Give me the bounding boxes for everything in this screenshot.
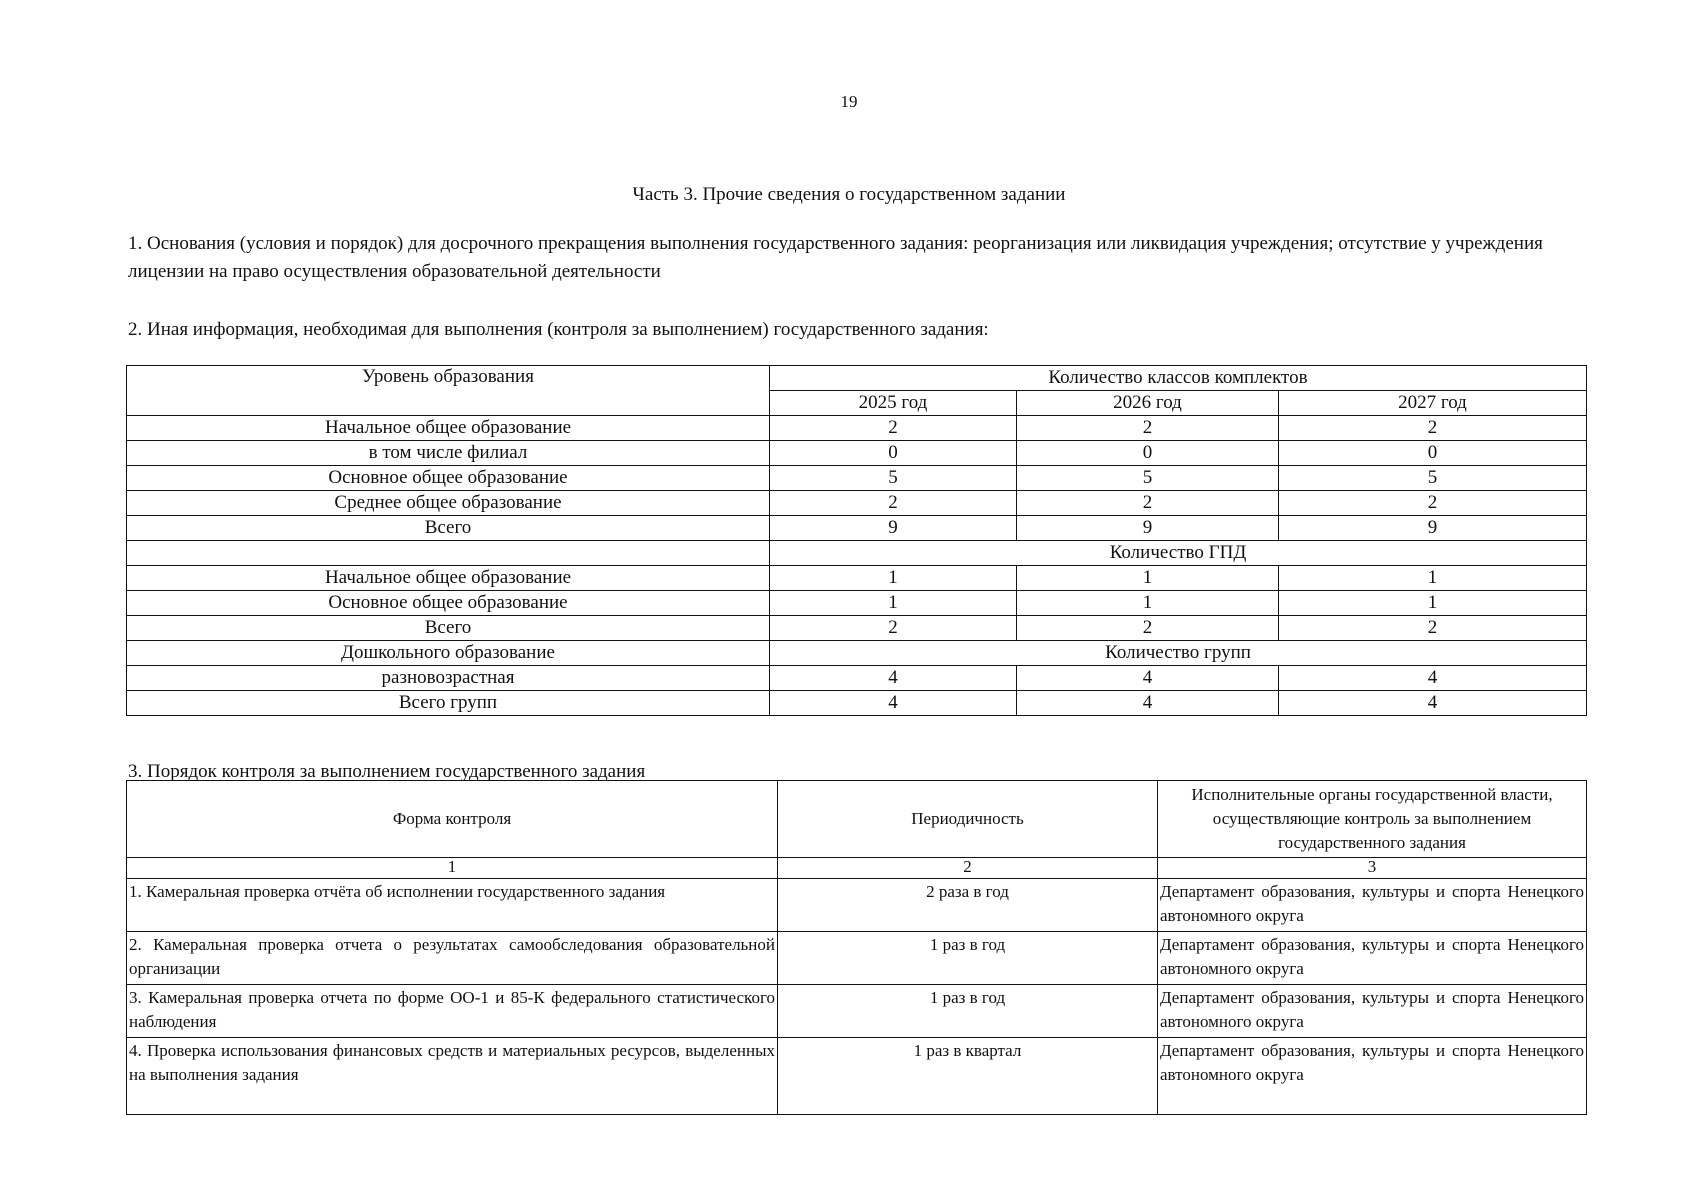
row-value: 2 [1017, 416, 1279, 441]
header-education-level: Уровень образования [127, 366, 770, 416]
row-label: в том числе филиал [127, 441, 770, 466]
control-form: 4. Проверка использования финансовых средств и материальных ресурсов, выделенных на выполнения задания [127, 1038, 778, 1115]
row-value: 9 [770, 516, 1017, 541]
header-group-count: Количество групп [770, 641, 1587, 666]
row-value: 2 [1017, 616, 1279, 641]
table-row [127, 566, 1587, 591]
column-number: 2 [778, 858, 1158, 879]
table-row [127, 666, 1587, 691]
control-body: Департамент образования, культуры и спорта Ненецкого автономного округа [1158, 1038, 1587, 1115]
row-label: Начальное общее образование [127, 566, 770, 591]
row-label: Всего групп [127, 691, 770, 716]
row-value: 0 [1279, 441, 1587, 466]
control-body: Департамент образования, культуры и спорта Ненецкого автономного округа [1158, 985, 1587, 1038]
row-value: 1 [1017, 591, 1279, 616]
paragraph-grounds: 1. Основания (условия и порядок) для досрочного прекращения выполнения государственного задания: реорганизация или ликвидация учреждения; отсутствие у учреждения лицензии на право осуществления образовательной деятельности [128, 233, 1543, 282]
row-value: 9 [1017, 516, 1279, 541]
periodicity: 2 раза в год [778, 879, 1158, 932]
header-gpd-count: Количество ГПД [770, 541, 1587, 566]
column-number: 1 [127, 858, 778, 879]
row-value: 5 [1017, 466, 1279, 491]
header-periodicity: Периодичность [778, 781, 1158, 858]
row-value: 4 [1279, 691, 1587, 716]
year-header: 2026 год [1017, 391, 1279, 416]
row-value: 4 [1017, 666, 1279, 691]
preschool-label: Дошкольного образование [127, 641, 770, 666]
paragraph-control-order: 3. Порядок контроля за выполнением государственного задания [128, 761, 646, 782]
control-form: 3. Камеральная проверка отчета по форме ОО-1 и 85-К федерального статистического наблюдения [127, 985, 778, 1038]
row-value: 5 [770, 466, 1017, 491]
periodicity: 1 раз в квартал [778, 1038, 1158, 1115]
row-value: 5 [1279, 466, 1587, 491]
header-class-count: Количество классов комплектов [770, 366, 1587, 391]
row-label: разновозрастная [127, 666, 770, 691]
row-value: 4 [1279, 666, 1587, 691]
row-value: 9 [1279, 516, 1587, 541]
page-number: 19 [840, 92, 858, 111]
row-label: Основное общее образование [127, 466, 770, 491]
column-number: 3 [1158, 858, 1587, 879]
paragraph-other-info: 2. Иная информация, необходимая для выполнения (контроля за выполнением) государственного задания: [128, 319, 989, 340]
row-value: 4 [770, 666, 1017, 691]
row-value: 2 [770, 491, 1017, 516]
table-row [127, 1038, 1587, 1115]
row-value: 1 [1279, 566, 1587, 591]
row-label: Всего [127, 516, 770, 541]
table-row [127, 932, 1587, 985]
control-table [126, 780, 1587, 1115]
row-value: 2 [770, 416, 1017, 441]
header-authorities: Исполнительные органы государственной власти, осуществляющие контроль за выполнением государственного задания [1158, 781, 1587, 858]
control-body: Департамент образования, культуры и спорта Ненецкого автономного округа [1158, 932, 1587, 985]
row-label: Всего [127, 616, 770, 641]
table-row [127, 985, 1587, 1038]
control-body: Департамент образования, культуры и спорта Ненецкого автономного округа [1158, 879, 1587, 932]
table-row [127, 691, 1587, 716]
empty-cell [127, 541, 770, 566]
row-value: 1 [770, 591, 1017, 616]
row-value: 1 [1017, 566, 1279, 591]
row-value: 2 [1279, 616, 1587, 641]
classes-table [126, 365, 1587, 716]
row-value: 2 [1279, 416, 1587, 441]
periodicity: 1 раз в год [778, 932, 1158, 985]
periodicity: 1 раз в год [778, 985, 1158, 1038]
table-row [127, 616, 1587, 641]
table-row [127, 466, 1587, 491]
row-value: 2 [770, 616, 1017, 641]
year-header: 2025 год [770, 391, 1017, 416]
row-value: 0 [1017, 441, 1279, 466]
row-label: Начальное общее образование [127, 416, 770, 441]
table-row [127, 491, 1587, 516]
row-label: Основное общее образование [127, 591, 770, 616]
control-form: 1. Камеральная проверка отчёта об исполнении государственного задания [127, 879, 778, 932]
table-row [127, 879, 1587, 932]
row-value: 4 [770, 691, 1017, 716]
table-row [127, 516, 1587, 541]
table-row [127, 416, 1587, 441]
row-label: Среднее общее образование [127, 491, 770, 516]
header-control-form: Форма контроля [127, 781, 778, 858]
table-row [127, 441, 1587, 466]
row-value: 4 [1017, 691, 1279, 716]
row-value: 1 [770, 566, 1017, 591]
row-value: 1 [1279, 591, 1587, 616]
control-form: 2. Камеральная проверка отчета о результатах самообследования образовательной организации [127, 932, 778, 985]
table-row [127, 591, 1587, 616]
year-header: 2027 год [1279, 391, 1587, 416]
row-value: 2 [1017, 491, 1279, 516]
row-value: 0 [770, 441, 1017, 466]
row-value: 2 [1279, 491, 1587, 516]
part-title: Часть 3. Прочие сведения о государственном задании [632, 184, 1066, 205]
